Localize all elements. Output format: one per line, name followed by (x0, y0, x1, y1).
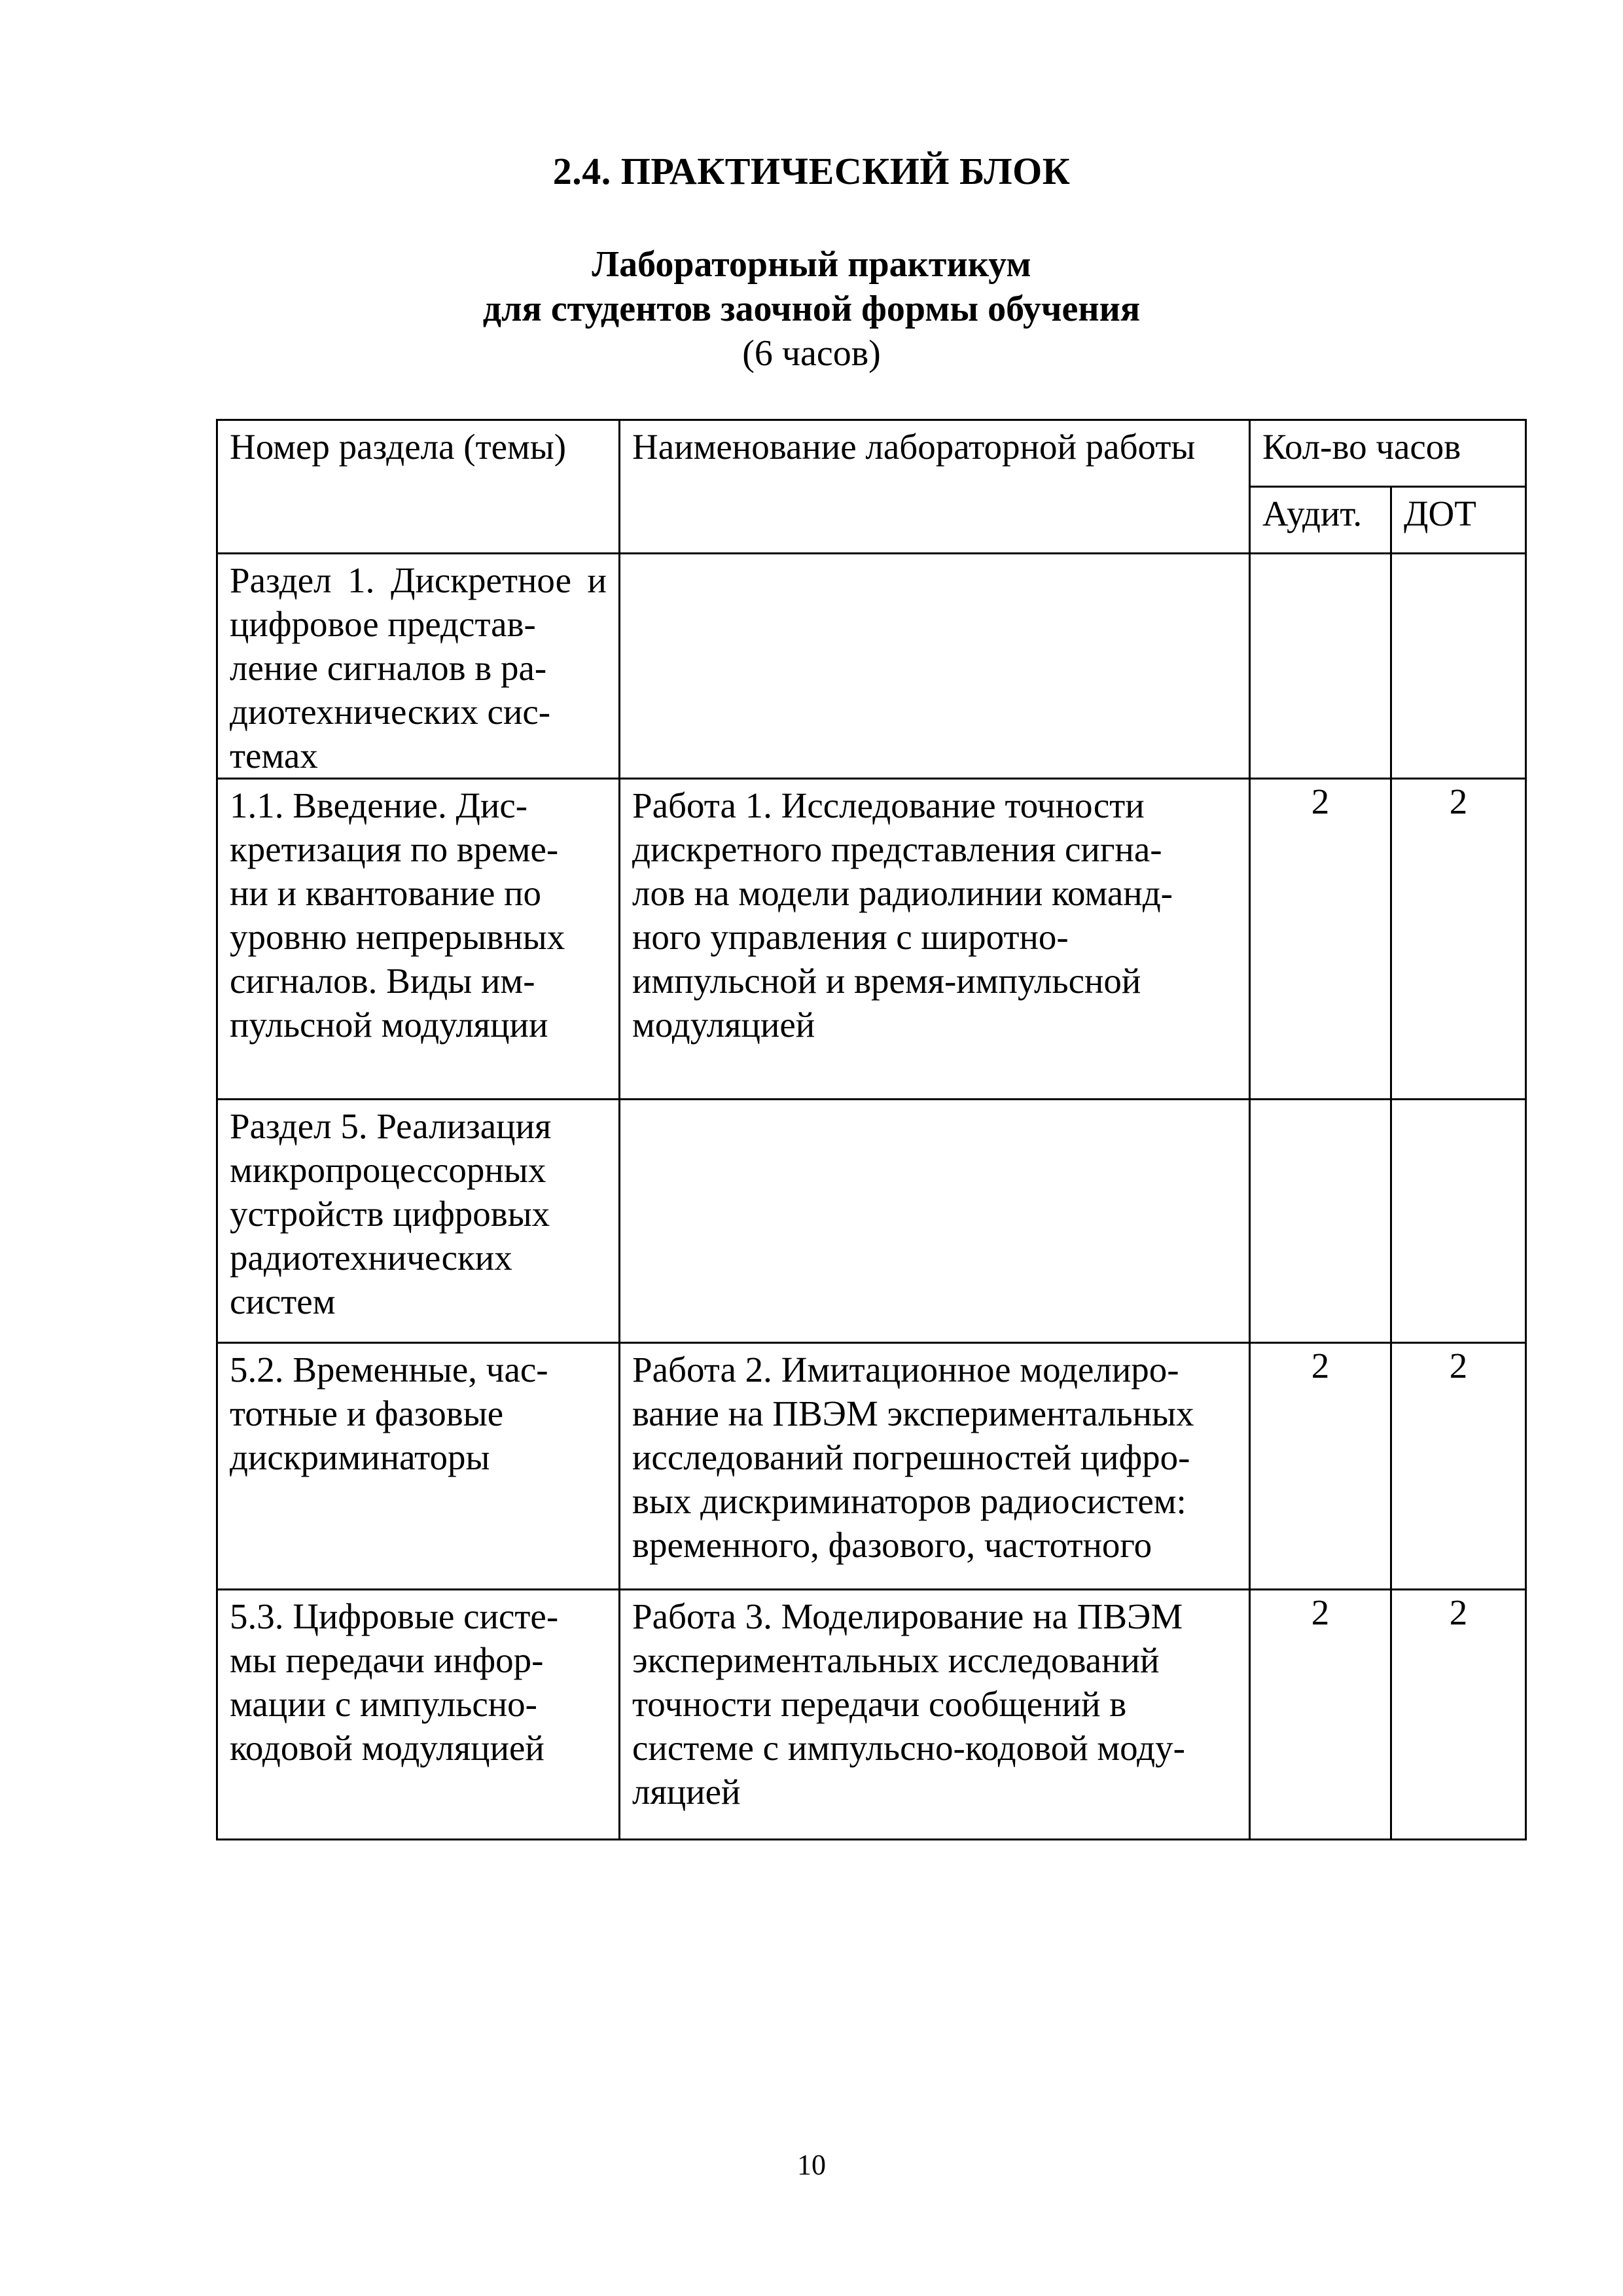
row2-aud: 2 (1250, 779, 1391, 1100)
page-number: 10 (797, 2149, 826, 2181)
row4-aud: 2 (1250, 1343, 1391, 1590)
header-dot: ДОТ (1391, 487, 1526, 554)
row4-dot: 2 (1391, 1343, 1526, 1590)
header-hours: Кол-во часов (1250, 420, 1526, 487)
lab-practicum-table (216, 419, 1527, 1840)
row3-dot (1391, 1100, 1526, 1343)
table-row (217, 1343, 1526, 1590)
row2-section: 1.1. Введение. Дис- кретизация по време- ни и квантование по уровню непрерывных сигналов. Виды им- пульсной модуляции (217, 779, 620, 1100)
table-row (217, 779, 1526, 1100)
row1-work (620, 554, 1250, 779)
header-section: Номер раздела (темы) (217, 420, 620, 554)
practicum-title: Лабораторный практикум (592, 244, 1031, 285)
row3-work (620, 1100, 1250, 1343)
table-row (217, 1590, 1526, 1840)
row5-work: Работа 3. Моделирование на ПВЭМ экспериментальных исследований точности передачи сообщений в системе с импульсно-кодовой моду- ляцией (620, 1590, 1250, 1840)
table-row (217, 1100, 1526, 1343)
header-work-name: Наименование лабораторной работы (620, 420, 1250, 554)
row3-aud (1250, 1100, 1391, 1343)
row4-work: Работа 2. Имитационное моделиро- вание на ПВЭМ экспериментальных исследований погрешностей цифро- вых дискриминаторов радиосистем: временного, фазового, частотного (620, 1343, 1250, 1590)
table-header-row (217, 420, 1526, 487)
row2-dot: 2 (1391, 779, 1526, 1100)
row5-dot: 2 (1391, 1590, 1526, 1840)
row5-aud: 2 (1250, 1590, 1391, 1840)
section-title: 2.4. ПРАКТИЧЕСКИЙ БЛОК (552, 150, 1071, 192)
row2-work: Работа 1. Исследование точности дискретного представления сигна- лов на модели радиолинии команд- ного управления с широтно- импульсной и время-импульсной модуляцией (620, 779, 1250, 1100)
header-aud: Аудит. (1250, 487, 1391, 554)
practicum-hours: (6 часов) (742, 333, 881, 374)
row1-dot (1391, 554, 1526, 779)
row3-section: Раздел 5. Реализация микропроцессорных устройств цифровых радиотехнических систем (217, 1100, 620, 1343)
row1-section: Раздел 1. Дискретное и цифровое представ- ление сигналов в ра- диотехнических сис- темах (217, 554, 620, 779)
row5-section: 5.3. Цифровые систе- мы передачи инфор- мации с импульсно- кодовой модуляцией (217, 1590, 620, 1840)
row4-section: 5.2. Временные, час- тотные и фазовые дискриминаторы (217, 1343, 620, 1590)
practicum-audience: для студентов заочной формы обучения (482, 289, 1141, 329)
table-row (217, 554, 1526, 779)
row1-aud (1250, 554, 1391, 779)
